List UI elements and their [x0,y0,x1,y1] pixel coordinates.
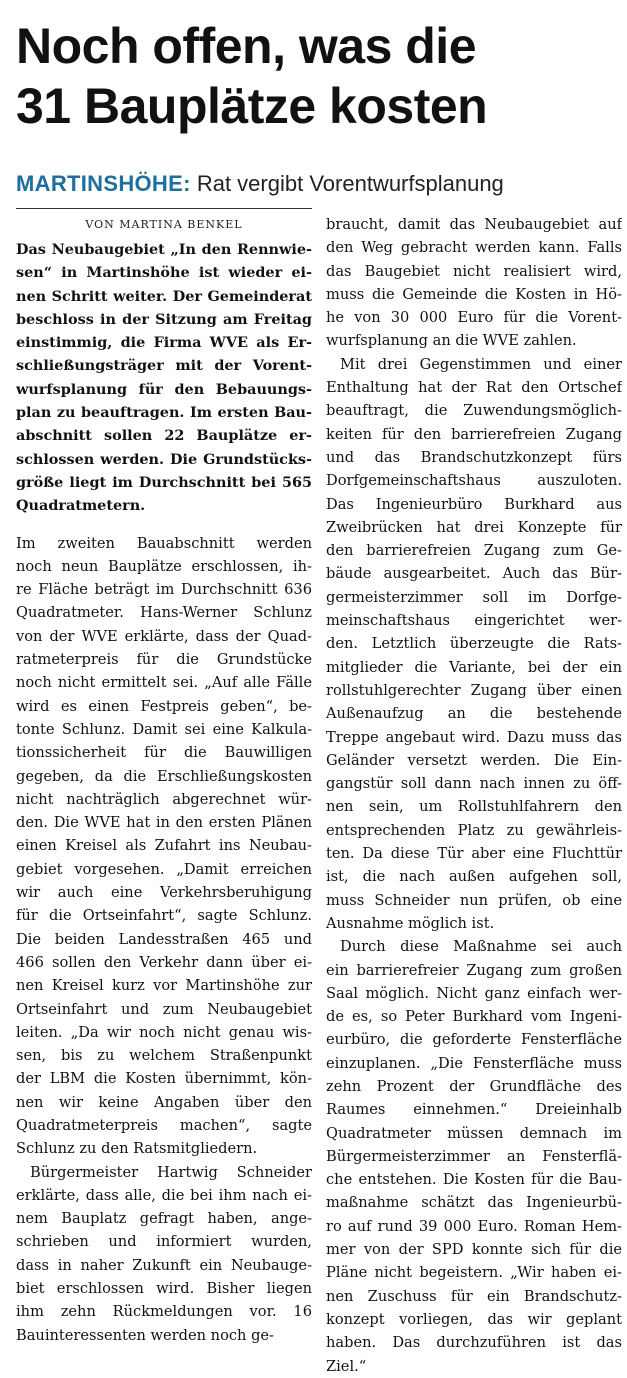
text-line: schlossen werden. Die Grundstücks- [16,450,312,468]
text-line: sen, bis zu welchem Straßenpunkt [16,1047,312,1065]
text-line: Saal möglich. Nicht ganz einfach wer- [326,984,622,1002]
text-line: wird es einen Festpreis geben“, be- [16,697,312,715]
text-line: nem Bauplatz gefragt haben, ange- [16,1210,312,1228]
text-line: gegeben, da die Erschließungskosten [16,767,312,785]
text-line: einen Kreisel als Zufahrt ins Neubau- [16,837,312,855]
text-line: zehn Prozent der Grundfläche des [326,1077,622,1095]
text-line: he von 30 000 Euro für die Vorent- [326,309,622,327]
text-line: Dorfgemeinschaftshaus auszuloten. [326,472,622,490]
text-line: Geländer versetzt werden. Die Ein- [326,751,622,769]
text-line: nicht nachträglich abgerechnet wür- [16,790,312,808]
text-line: ro auf rund 39 000 Euro. Roman Hem- [326,1217,622,1235]
text-line: ratmeterpreis für die Grundstücke [16,651,312,669]
headline-line-2: 31 Bauplätze kosten [16,78,488,134]
text-line: tonte Schlunz. Damit sei eine Kalkula- [16,720,312,738]
text-line: nen sein, um Rollstuhlfahrern den [326,798,622,816]
text-line: Quadratmeter müssen demnach im [326,1124,622,1142]
text-line: nen Schritt weiter. Der Gemeinderat [16,287,312,305]
byline: VON MARTINA BENKEL [85,218,243,231]
text-line: Treppe angebaut wird. Dazu muss das [326,728,622,746]
text-line: nen Kreisel kurz vor Martinshöhe zur [16,977,312,995]
body-paragraph [16,1161,312,1347]
text-line: und das Brandschutzkonzept fürs [326,448,622,466]
body-paragraph [326,213,622,353]
text-line: noch nicht ermittelt sei. „Auf alle Fälle [16,674,312,692]
body-paragraph [16,532,312,1161]
text-line: germeisterzimmer soll im Dorfge- [326,588,622,606]
text-line: dass in naher Zukunft ein Neubauge- [16,1256,312,1274]
text-line: braucht, damit das Neubaugebiet auf [326,216,622,233]
text-line: Außenaufzug an die bestehende [326,705,622,723]
text-line: leiten. „Da wir noch nicht genau wis- [16,1023,312,1041]
text-line: wurfsplanung für den Bebauungs- [16,380,312,398]
text-line: Schlunz zu den Ratsmitgliedern. [16,1140,258,1158]
text-line: schließungsträger mit der Vorent- [16,357,312,375]
subheadline-text: Rat vergibt Vorentwurfsplanung [196,171,504,196]
text-line: konzept vorliegen, das wir geplant [326,1310,622,1328]
text-line: Mit drei Gegenstimmen und einer [340,355,622,373]
text-line: muss die Gemeinde die Kosten in Hö- [326,285,622,303]
text-line: de es, so Peter Burkhard vom Ingeni- [326,1008,622,1026]
text-line: den barrierefreien Zugang zum Ge- [326,542,622,560]
text-line: Quadratmeterpreis machen“, sagte [16,1116,312,1134]
text-line: noch neun Bauplätze erschlossen, ih- [16,557,312,575]
text-line: Enthaltung hat der Rat den Ortschef [326,379,622,397]
text-line: muss Schneider nun prüfen, ob eine [326,891,622,909]
text-line: Raumes einnehmen.“ Dreieinhalb [326,1101,622,1119]
text-line: Zweibrücken hat drei Konzepte für [326,518,622,536]
text-line: Das Neubaugebiet „In den Rennwie- [16,241,312,258]
text-line: mer von der SPD konnte sich für die [326,1241,622,1259]
text-line: Ortseinfahrt und zum Neubaugebiet [16,1000,312,1018]
text-line: das Baugebiet nicht realisiert wird, [326,262,622,280]
text-line: keiten für den barrierefreien Zugang [326,425,622,443]
body-paragraph [326,353,622,935]
location-kicker: MARTINSHÖHE: [16,171,191,196]
text-line: schrieben und informiert wurden, [16,1233,312,1251]
text-line: Quadratmeter. Hans-Werner Schlunz [16,604,312,622]
text-line: ihm zehn Rückmeldungen vor. 16 [16,1303,312,1321]
text-line: mitglieder die Variante, bei der ein [326,658,622,676]
text-line: ist, die nach außen aufgehen soll, [326,868,622,886]
text-line: biet erschlossen wird. Bisher liegen [16,1280,312,1298]
text-line: entsprechenden Platz zu gewährleis- [326,821,622,839]
text-line: Bürgermeisterzimmer an Fensterflä- [326,1147,622,1165]
text-line: bäude ausgearbeitet. Auch das Bür- [326,565,622,583]
text-line: Durch diese Maßnahme sei auch [340,938,622,956]
text-line: che entstehen. Die Kosten für die Bau- [326,1171,622,1189]
text-line: 466 sollen den Verkehr dann über ei- [16,953,312,971]
text-line: ein barrierefreier Zugang zum großen [326,961,622,979]
text-line: tionssicherheit für die Bauwilligen [16,744,312,762]
byline-divider [16,208,312,209]
text-line: wurfsplanung an die WVE zahlen. [326,332,577,350]
text-line: für die Ortseinfahrt“, sagte Schlunz. [16,907,312,925]
subheadline [16,170,616,198]
text-line: re Fläche beträgt im Durchschnitt 636 [16,581,312,599]
text-line: meinschaftshaus eingerichtet wer- [326,612,622,630]
text-line: den Weg gebracht werden kann. Falls [326,239,622,257]
text-line: eurbüro, die geforderte Fensterfläche [326,1031,622,1049]
text-line: einstimmig, die Firma WVE als Er- [16,334,312,352]
body-paragraph [326,935,622,1378]
text-line: größe liegt im Durchschnitt bei 565 [16,473,312,491]
text-line: nen Zuschuss für ein Brandschutz- [326,1287,622,1305]
text-line: Das Ingenieurbüro Burkhard aus [326,495,622,513]
text-line: haben. Das durchzuführen ist das [326,1334,622,1352]
text-line: plan zu beauftragen. Im ersten Bau- [16,404,312,422]
text-line: gebiet vorgesehen. „Damit erreichen [16,860,312,878]
text-line: erklärte, dass alle, die bei ihm nach ei- [16,1186,312,1204]
text-line: den. Letztlich überzeugte die Rats- [326,635,622,653]
text-line: den. Die WVE hat in den ersten Plänen [16,814,312,832]
text-line: ten. Da diese Tür aber eine Fluchttür [326,845,622,863]
text-line: sen“ in Martinshöhe ist wieder ei- [16,264,312,282]
lead-paragraph [16,238,312,518]
text-line: abschnitt sollen 22 Bauplätze er- [16,427,312,445]
text-line: rollstuhlgerechter Zugang über einen [326,681,622,699]
text-line: Quadratmetern. [16,497,146,515]
text-line: beauftragt, die Zuwendungsmöglich- [326,402,622,420]
headline [16,16,616,136]
text-line: von der WVE erklärte, dass der Quad- [16,627,312,645]
text-line: Bauinteressenten werden noch ge- [16,1326,274,1344]
right-column [326,213,622,1378]
text-line: Ziel.“ [326,1357,367,1375]
text-line: einzuplanen. „Die Fensterfläche muss [326,1054,622,1072]
text-line: Im zweiten Bauabschnitt werden [16,534,312,552]
headline-line-1: Noch offen, was die [16,18,477,74]
text-line: beschloss in der Sitzung am Freitag [16,310,312,328]
text-line: Bürgermeister Hartwig Schneider [30,1163,312,1181]
text-line: der LBM die Kosten übernimmt, kön- [16,1070,312,1088]
text-line: maßnahme schätzt das Ingenieurbü- [326,1194,622,1212]
text-line: nen wir keine Angaben über den [16,1093,312,1111]
text-line: Die beiden Landesstraßen 465 und [16,930,312,948]
text-line: Ausnahme möglich ist. [326,914,495,932]
text-line: Pläne nicht begeistern. „Wir haben ei- [326,1264,622,1282]
left-column [16,208,312,1347]
text-line: wir auch eine Verkehrsberuhigung [16,884,312,902]
text-line: gangstür soll dann nach innen zu öff- [326,775,622,793]
